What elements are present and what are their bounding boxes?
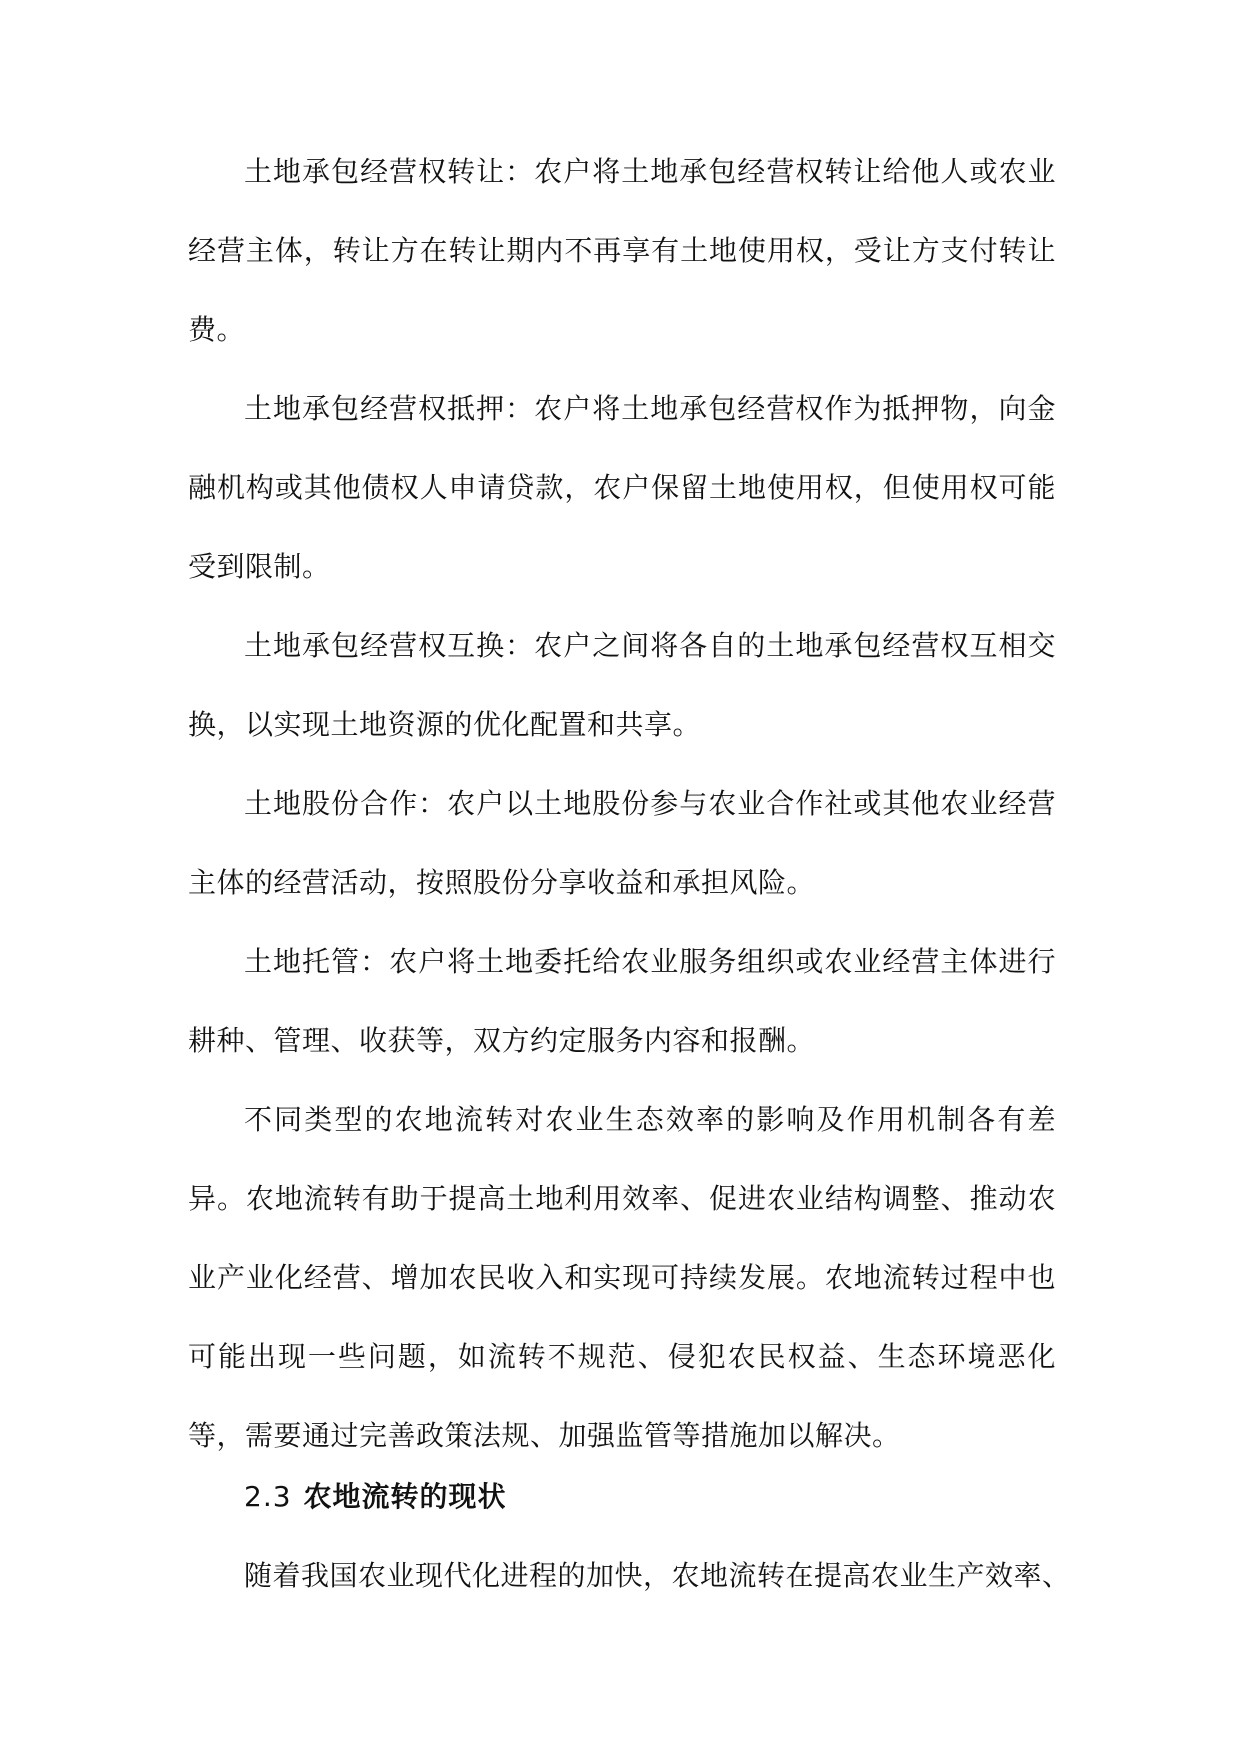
section-title: 农地流转的现状 (303, 1480, 507, 1513)
section-number: 2.3 (244, 1480, 292, 1513)
paragraph-transfer-effects: 不同类型的农地流转对农业生态效率的影响及作用机制各有差异。农地流转有助于提高土地利用效率、促进农业结构调整、推动农业产业化经营、增加农民收入和实现可持续发展。农地流转过程中也可能出现一些问题，如流转不规范、侵犯农民权益、生态环境恶化等，需要通过完善政策法规、加强监管等措施加以解决。 (188, 1103, 1056, 1452)
paragraph-land-trusteeship: 土地托管：农户将土地委托给农业服务组织或农业经营主体进行耕种、管理、收获等，双方约定服务内容和报酬。 (188, 945, 1056, 1057)
paragraph-land-share-cooperation: 土地股份合作：农户以土地股份参与农业合作社或其他农业经营主体的经营活动，按照股份分享收益和承担风险。 (188, 787, 1056, 899)
paragraph-land-transfer: 土地承包经营权转让：农户将土地承包经营权转让给他人或农业经营主体，转让方在转让期内不再享有土地使用权，受让方支付转让费。 (188, 155, 1056, 346)
paragraph-land-mortgage: 土地承包经营权抵押：农户将土地承包经营权作为抵押物，向金融机构或其他债权人申请贷款，农户保留土地使用权，但使用权可能受到限制。 (188, 392, 1056, 583)
paragraph-land-exchange: 土地承包经营权互换：农户之间将各自的土地承包经营权互相交换，以实现土地资源的优化配置和共享。 (188, 629, 1056, 741)
section-heading (244, 1477, 1064, 1517)
paragraph-current-status: 随着我国农业现代化进程的加快，农地流转在提高农业生产效率、 (244, 1559, 1071, 1592)
